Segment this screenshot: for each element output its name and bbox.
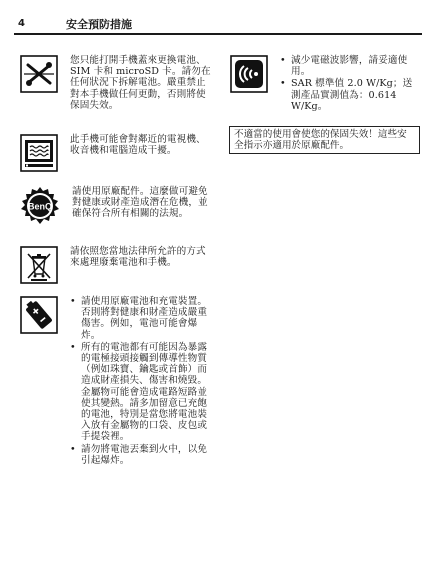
section-interference (20, 134, 212, 172)
radiation-bullet-1: • 減少電磁波影響，請妥適使用。 (280, 55, 418, 77)
radiation-bullets (280, 55, 418, 112)
radiation-bullet-2: • SAR 標準值 2.0 W/Kg；送測產品實測值為：0.614 W/Kg。 (280, 78, 418, 112)
no-repair-text: 您只能打開手機蓋來更換電池、SIM 卡和 microSD 卡。請勿在任何狀況下拆解電池。嚴重禁止對本手機做任何更動，否則將使保固失效。 (70, 55, 211, 111)
disposal-text: 請依照您當地法律所允許的方式來處理廢棄電池和手機。 (70, 246, 206, 269)
battery-icon (20, 296, 58, 334)
crossed-wrench-icon (20, 55, 58, 93)
interference-text: 此手機可能會對鄰近的電視機、收音機和電腦造成干擾。 (70, 134, 206, 157)
original-accessories-text: 請使用原廠配件。這麼做可避免對健康或財產造成潛在危機，並確保符合所有相關的法規。 (72, 186, 208, 220)
battery-bullet-3: • 請勿將電池丟棄到火中，以免引起爆炸。 (70, 444, 212, 466)
crossed-bin-icon (20, 246, 58, 284)
section-no-repair (20, 55, 212, 111)
section-original-accessories (20, 186, 212, 226)
page-number: 4 (18, 18, 25, 29)
battery-bullet-1: • 請使用原廠電池和充電裝置。否則將對健康和財產造成嚴重傷害。例如，電池可能會爆炸。 (70, 296, 212, 341)
chapter-title: 安全預防措施 (66, 18, 132, 31)
section-battery (20, 296, 212, 467)
section-disposal (20, 246, 212, 284)
header-rule (14, 33, 422, 35)
benq-original-seal (20, 186, 60, 226)
section-radiation (230, 55, 420, 113)
tv-interference-icon (20, 134, 58, 172)
warranty-notice: 不適當的使用會使您的保固失效！這些安全指示亦適用於原廠配件。 (229, 126, 420, 154)
battery-bullet-2: • 所有的電池都有可能因為暴露的電極接頭接觸到傳導性物質（例如珠寶、鑰匙或首飾）而造成財產損失、傷害和燒毀。金屬物可能會造成電路短路並使其變熱。請多加留意已充飽的電池，特別是當您將電池裝入放有金屬物的口袋、皮包或手提袋裡。 (70, 342, 212, 443)
seal-brand: BenQ (27, 201, 53, 212)
radio-wave-icon (230, 55, 268, 93)
battery-bullets (70, 296, 212, 466)
